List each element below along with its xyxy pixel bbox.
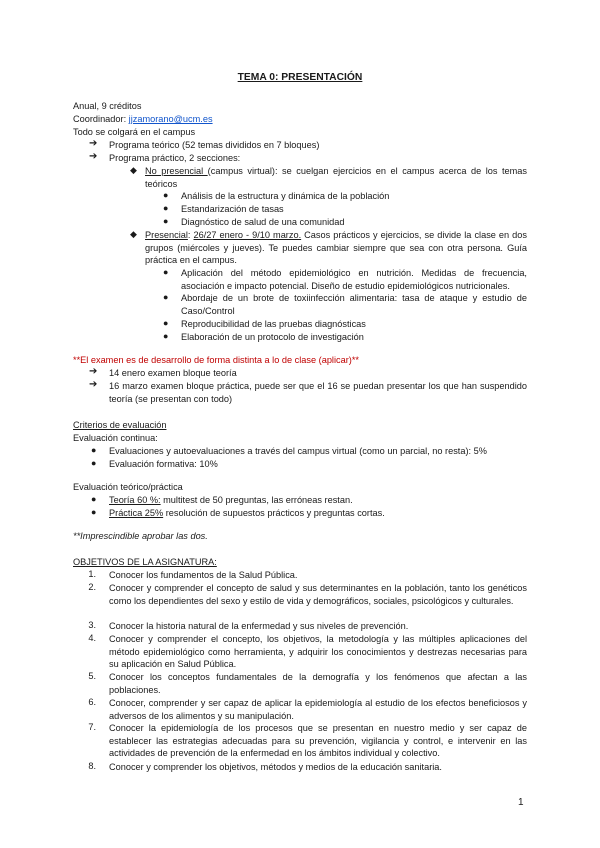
program-theory: Programa teórico (52 temas divididos en 7 bloques) — [109, 140, 320, 150]
campus-text: Todo se colgará en el campus — [73, 127, 196, 137]
page-number: 1 — [518, 797, 524, 808]
objective-number: 7. — [88, 722, 96, 732]
coordinator-email-link[interactable]: jjzamorano@ucm.es — [128, 114, 213, 124]
objective-item: Conocer la historia natural de la enfermedad y sus niveles de prevención. — [109, 621, 409, 631]
objective-number: 6. — [88, 697, 96, 707]
objectives-heading: OBJETIVOS DE LA ASIGNATURA: — [73, 557, 217, 567]
exam-item: 14 enero examen bloque teoría — [109, 368, 237, 378]
criteria-note: **Imprescindible aprobar las dos. — [73, 531, 208, 541]
bullet-dot-icon: ● — [163, 292, 169, 302]
objective-number: 3. — [88, 620, 96, 630]
bullet-dot-icon: ● — [163, 190, 169, 200]
coordinator-line — [73, 113, 213, 125]
exam-item: 16 marzo examen bloque práctica, puede ser que el 16 se puedan presentar los que han suspendido teoría (se presentan con todo) — [109, 381, 527, 404]
presencial-label: Presencial — [145, 230, 188, 240]
continuous-eval-item: Evaluaciones y autoevaluaciones a través del campus virtual (como un parcial, no resta): 5% — [109, 446, 487, 456]
objective-number: 4. — [88, 633, 96, 643]
bullet-dot-icon: ● — [163, 331, 169, 341]
arrow-bullet-icon: ➔ — [89, 138, 98, 149]
theory-practice-label: Evaluación teórico/práctica — [73, 482, 183, 492]
objective-number: 8. — [88, 761, 96, 771]
bullet-dot-icon: ● — [163, 216, 169, 226]
coordinator-label: Coordinador: — [73, 114, 129, 124]
no-presencial-item: Estandarización de tasas — [181, 204, 284, 214]
no-presencial-item: Análisis de la estructura y dinámica de la población — [181, 191, 390, 201]
objective-item: Conocer y comprender los objetivos, métodos y medios de la educación sanitaria. — [109, 762, 442, 772]
program-practice: Programa práctico, 2 secciones: — [109, 153, 241, 163]
tp-item: Teoría 60 %: multitest de 50 preguntas, las erróneas restan. — [109, 495, 353, 505]
objective-item: Conocer y comprender el concepto de salud y sus determinantes en la población, tanto los genéticos como los dependientes del sexo y estilo de vida y demográficos, sociales, psicológicos y culturales. — [109, 583, 527, 606]
diamond-bullet-icon: ◆ — [130, 165, 137, 175]
arrow-bullet-icon: ➔ — [89, 151, 98, 162]
tp-item: Práctica 25% resolución de supuestos prácticos y preguntas cortas. — [109, 508, 385, 518]
bullet-dot-icon: ● — [163, 267, 169, 277]
bullet-dot-icon: ● — [91, 507, 97, 517]
page-title: TEMA 0: PRESENTACIÓN — [237, 72, 363, 83]
objective-number: 2. — [88, 582, 96, 592]
presencial-item: Aplicación del método epidemiológico en nutrición. Medidas de frecuencia, asociación e impacto potencial. Diseño de estudio epidemiológicos nutricionales. — [181, 268, 527, 291]
objective-number: 5. — [88, 671, 96, 681]
objective-item: Conocer y comprender el concepto, los objetivos, la metodología y las múltiples aplicaciones del método epidemiológico como herramienta, y adquirir los conocimientos y destrezas necesarias para su aplicación en Salud Pública. — [109, 634, 527, 670]
objective-item: Conocer los fundamentos de la Salud Pública. — [109, 570, 298, 580]
no-presencial-label: No presencial — [145, 166, 208, 176]
presencial-item: Reproducibilidad de las pruebas diagnósticas — [181, 319, 366, 329]
credits-text: Anual, 9 créditos — [73, 101, 142, 111]
objective-item: Conocer los conceptos fundamentales de la demografía y los fenómenos que afectan a las poblaciones. — [109, 672, 527, 695]
presencial-item: Abordaje de un brote de toxiinfección alimentaria: tasa de ataque y estudio de Caso/Control — [181, 293, 527, 316]
presencial-dates: 26/27 enero - 9/10 marzo. — [193, 230, 302, 240]
diamond-bullet-icon: ◆ — [130, 229, 137, 239]
no-presencial-item: Diagnóstico de salud de una comunidad — [181, 217, 345, 227]
bullet-dot-icon: ● — [91, 494, 97, 504]
arrow-bullet-icon: ➔ — [89, 379, 98, 390]
objective-number: 1. — [88, 569, 96, 579]
no-presencial-text: No presencial (campus virtual): se cuelgan ejercicios en el campus acerca de los temas teóricos — [145, 166, 527, 189]
continuous-eval-item: Evaluación formativa: 10% — [109, 459, 218, 469]
presencial-item: Elaboración de un protocolo de investigación — [181, 332, 364, 342]
objective-item: Conocer la epidemiología de los procesos que se presentan en nuestro medio y ser capaz de establecer las estrategias adecuadas para su prevención, vigilancia y control, e intervenir en las actividades de prevención de la enfermedad en los ámbitos individual y colectivo. — [109, 723, 527, 759]
objective-item: Conocer, comprender y ser capaz de aplicar la epidemiología al estudio de los efectos beneficiosos y adversos de los alimentos y su manipulación. — [109, 698, 527, 721]
arrow-bullet-icon: ➔ — [89, 366, 98, 377]
exam-note: **El examen es de desarrollo de forma distinta a lo de clase (aplicar)** — [73, 355, 359, 365]
bullet-dot-icon: ● — [163, 318, 169, 328]
continuous-eval-label: Evaluación continua: — [73, 433, 158, 443]
presencial-text: Presencial: 26/27 enero - 9/10 marzo. Casos prácticos y ejercicios, se divide la clase en dos grupos (miércoles y jueves). Te puedes cambiar siempre que sea con otra persona. Guía práctica en el campus. — [145, 230, 527, 266]
bullet-dot-icon: ● — [91, 445, 97, 455]
bullet-dot-icon: ● — [91, 458, 97, 468]
bullet-dot-icon: ● — [163, 203, 169, 213]
criteria-heading: Criterios de evaluación — [73, 420, 167, 430]
